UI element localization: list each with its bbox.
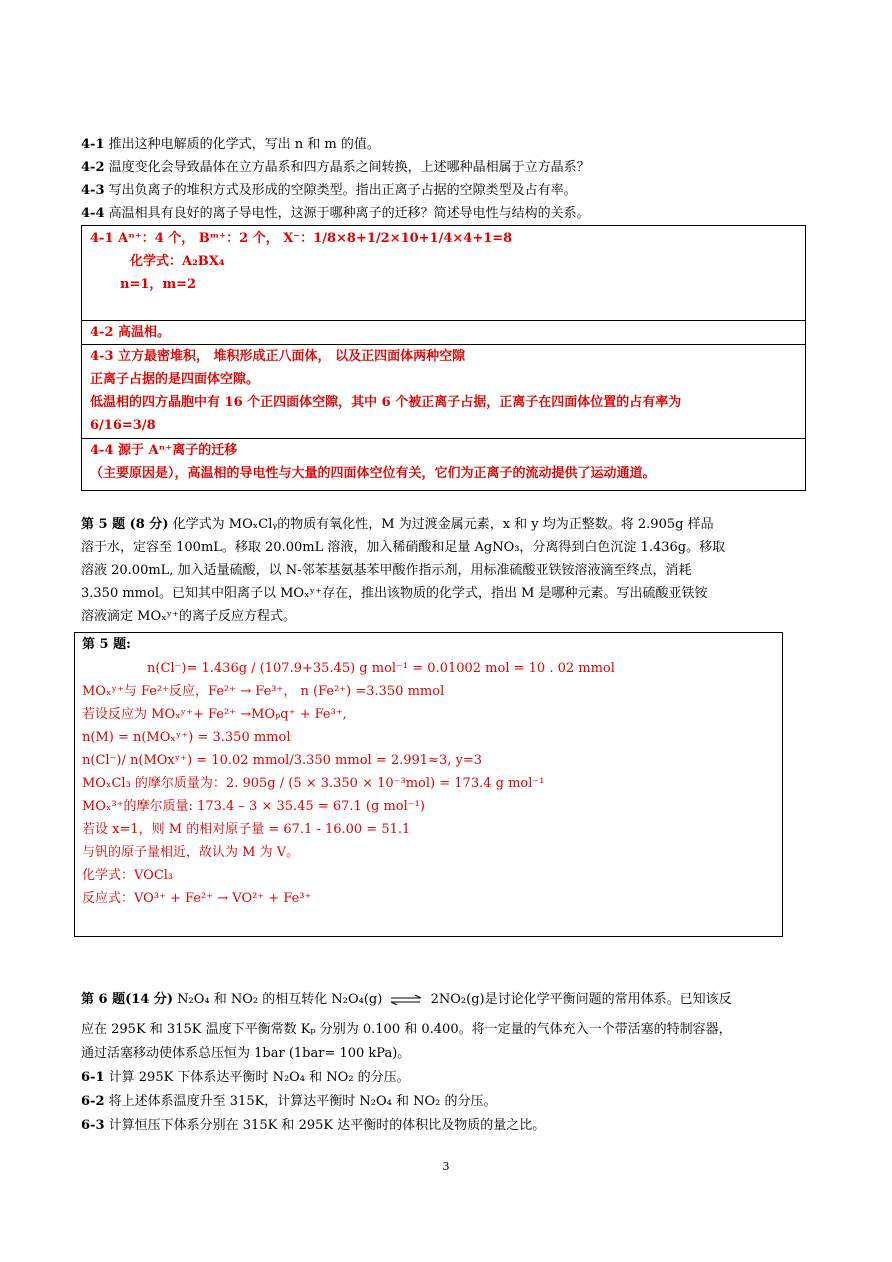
q4-1-text: 推出这种电解质的化学式，写出 n 和 m 的值。 <box>108 137 380 152</box>
q6-2-question: 6-2 将上述体系温度升至 315K，计算达平衡时 N₂O₄ 和 NO₂ 的分压。 <box>81 1094 497 1109</box>
q4-4-answer-line1: 4-4 源于 Aⁿ⁺离子的迁移 <box>90 443 238 458</box>
q5-body-line3: 溶液 20.00mL, 加入适量硫酸，以 N-邻苯基氨基苯甲酸作指示剂，用标准硫酸亚铁铵溶液滴至终点，消耗 <box>81 563 692 578</box>
q4-3-answer-cell <box>82 344 805 439</box>
q5-heading: 第 5 题 (8 分) <box>81 517 169 532</box>
q4-1-answer-cell <box>82 226 805 320</box>
q5-answer-line: n(Cl⁻)/ n(MOxʸ⁺) = 10.02 mmol/3.350 mmol = 2.991≈3, y=3 <box>82 753 482 768</box>
q4-1-answer-line2: 化学式：A₂BX₄ <box>130 254 225 269</box>
q4-4-answer-line2: （主要原因是），高温相的导电性与大量的四面体空位有关，它们为正离子的流动提供了运动通道。 <box>90 466 656 481</box>
q5-body-line1: 第 5 题 (8 分) 化学式为 MOₓClᵧ的物质有氧化性，M 为过渡金属元素，x 和 y 均为正整数。将 2.905g 样品 <box>81 517 714 532</box>
q5-body-line4: 3.350 mmol。已知其中阳离子以 MOₓʸ⁺存在，推出该物质的化学式，指出 M 是哪种元素。写出硫酸亚铁铵 <box>81 586 708 601</box>
q6-1-question: 6-1 计算 295K 下体系达平衡时 N₂O₄ 和 NO₂ 的分压。 <box>81 1070 410 1085</box>
page-number: 3 <box>442 1160 450 1173</box>
q5-answer-line: MOₓ³⁺的摩尔质量: 173.4 – 3 × 35.45 = 67.1 (g mol⁻¹) <box>82 799 425 814</box>
q5-answer-title: 第 5 题: <box>82 637 131 652</box>
q4-3-question <box>81 182 577 200</box>
q6-heading: 第 6 题(14 分) <box>81 992 174 1007</box>
q4-3-number: 4-3 <box>81 183 105 198</box>
q5-answer-line: n(M) = n(MOₓʸ⁺) = 3.350 mmol <box>82 730 291 745</box>
q4-1-number: 4-1 <box>81 137 105 152</box>
q6-line1: 第 6 题(14 分) N₂O₄ 和 NO₂ 的相互转化 N₂O₄(g) 2NO₂(g)是讨论化学平衡问题的常用体系。已知该反 <box>81 992 732 1007</box>
q5-answer-line: 化学式：VOCl₃ <box>82 868 174 883</box>
q5-answer-line: n(Cl⁻)= 1.436g / (107.9+35.45) g mol⁻¹ = 0.01002 mol = 10 . 02 mmol <box>147 661 615 676</box>
q4-4-answer-cell <box>82 438 805 491</box>
q4-2-answer-cell <box>82 320 805 345</box>
q4-2-question <box>81 159 590 177</box>
q5-answer-line: MOₓCl₃ 的摩尔质量为：2. 905g / (5 × 3.350 × 10⁻³mol) = 173.4 g mol⁻¹ <box>82 776 545 791</box>
q4-2-answer: 4-2 高温相。 <box>90 325 171 340</box>
equilibrium-arrow-icon <box>390 995 422 1005</box>
q4-3-answer-line3: 低温相的四方晶胞中有 16 个正四面体空隙，其中 6 个被正离子占据，正离子在四面体位置的占有率为 <box>90 395 682 410</box>
q6-line2: 应在 295K 和 315K 温度下平衡常数 Kₚ 分别为 0.100 和 0.400。将一定量的气体充入一个带活塞的特制容器， <box>81 1022 732 1037</box>
q4-3-answer-line1: 4-3 立方最密堆积， 堆积形成正八面体， 以及正四面体两种空隙 <box>90 349 466 364</box>
q4-3-answer-line2: 正离子占据的是四面体空隙。 <box>90 372 260 387</box>
q4-1-answer-line3: n=1，m=2 <box>120 277 197 292</box>
q5-answer-line: 反应式：VO³⁺ + Fe²⁺ → VO²⁺ + Fe³⁺ <box>82 891 312 906</box>
q4-2-text: 温度变化会导致晶体在立方晶系和四方晶系之间转换，上述哪种晶相属于立方晶系？ <box>108 160 590 175</box>
q5-answer-line: 若设 x=1，则 M 的相对原子量 = 67.1 - 16.00 = 51.1 <box>82 822 411 837</box>
q4-4-number: 4-4 <box>81 206 105 221</box>
q4-1-answer-line1: 4-1 Aⁿ⁺：4 个， Bᵐ⁺：2 个， X⁻：1/8×8+1/2×10+1/4×4+1=8 <box>90 231 513 246</box>
q5-body-line2: 溶于水，定容至 100mL。移取 20.00mL 溶液，加入稀硝酸和足量 AgNO₃，分离得到白色沉淀 1.436g。移取 <box>81 540 726 555</box>
q4-1-question <box>81 136 380 154</box>
q5-answer-line: MOₓʸ⁺与 Fe²⁺反应，Fe²⁺ → Fe³⁺， n (Fe²⁺) =3.350 mmol <box>82 684 445 699</box>
q5-answer-line: 与钒的原子量相近，故认为 M 为 V。 <box>82 845 300 860</box>
q4-3-text: 写出负离子的堆积方式及形成的空隙类型。指出正离子占据的空隙类型及占有率。 <box>108 183 577 198</box>
q6-line3: 通过活塞移动使体系总压恒为 1bar (1bar= 100 kPa)。 <box>81 1046 411 1061</box>
q5-body-line5: 溶液滴定 MOₓʸ⁺的离子反应方程式。 <box>81 609 296 624</box>
q5-answer-box <box>74 632 783 937</box>
q4-answer-box <box>81 225 806 491</box>
q4-3-answer-line4: 6/16=3/8 <box>90 418 156 433</box>
q4-4-question <box>81 205 590 223</box>
q6-3-question: 6-3 计算恒压下体系分别在 315K 和 295K 达平衡时的体积比及物质的量之比。 <box>81 1118 546 1133</box>
q5-answer-line: 若设反应为 MOₓʸ⁺+ Fe²⁺ →MOₚq⁺ + Fe³⁺, <box>82 707 347 722</box>
q4-4-text: 高温相具有良好的离子导电性，这源于哪种离子的迁移？简述导电性与结构的关系。 <box>108 206 590 221</box>
q4-2-number: 4-2 <box>81 160 105 175</box>
